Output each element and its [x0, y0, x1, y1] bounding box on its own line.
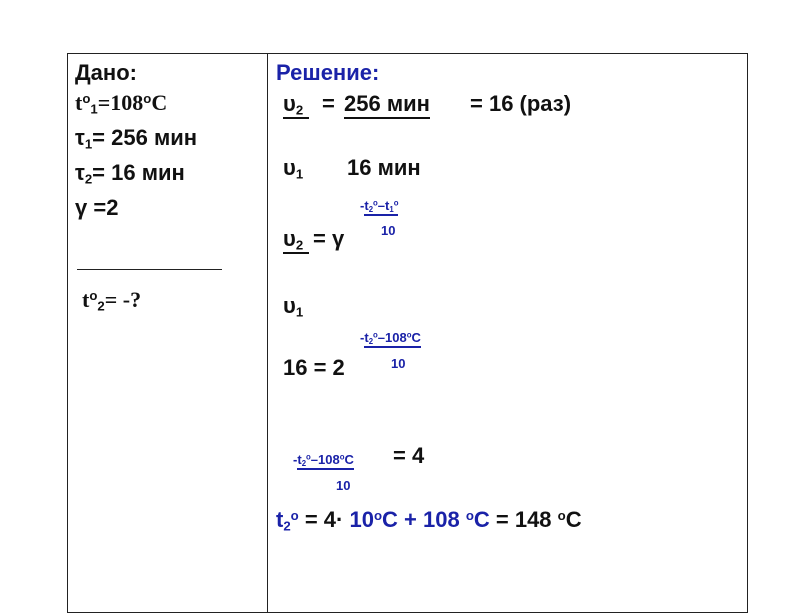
exponent-fraction-denominator: 10 — [336, 478, 351, 493]
given-tau2: $\tau_2= 16$ мин — [75, 160, 185, 187]
rule-lhs-denominator: $\upsilon_1$ — [283, 293, 304, 320]
find-t2: $t^o_2=$ -? — [82, 287, 142, 314]
rule-rhs: = γ — [313, 226, 345, 251]
exponent-denominator: 10 — [381, 223, 396, 238]
given-tau1: $\tau_1= 256$ мин — [75, 125, 198, 152]
ratio-equals: = — [322, 91, 335, 116]
exponent-value: = 4 — [393, 443, 425, 468]
substituted-exponent-denominator: 10 — [391, 356, 406, 371]
rule-lhs: $\upsilon_2$ — [283, 228, 309, 250]
final-answer: $t_2^o = 4\cdot 10^oC + 108$ $^o$C = 148 $^o$C — [276, 507, 582, 534]
solution-title: Решение: — [276, 60, 380, 85]
given-t1: $t^o_1=108^oC$ — [75, 90, 168, 117]
ratio-denominator-symbol: $\upsilon_1$ — [283, 155, 304, 182]
exponent-fraction: $-t_2^o-108^oC$ — [293, 453, 354, 466]
given-title: Дано: — [75, 60, 137, 85]
time-ratio-denominator: 16 мин — [347, 155, 421, 180]
exponent-formula: $-t_2^o-t_1^o$ — [360, 199, 398, 212]
given-gamma: γ =2 — [75, 195, 119, 220]
substituted-exponent: $-t_2^o-108^oC$ — [360, 331, 421, 344]
time-ratio-numerator: 256 мин — [344, 93, 430, 115]
ratio-result: = 16 (раз) — [470, 91, 572, 116]
substituted-equation: 16 = 2 — [283, 355, 345, 380]
column-divider — [267, 53, 268, 613]
given-divider-line — [77, 269, 222, 270]
ratio-numerator-symbol: $\upsilon_2$ — [283, 93, 309, 115]
